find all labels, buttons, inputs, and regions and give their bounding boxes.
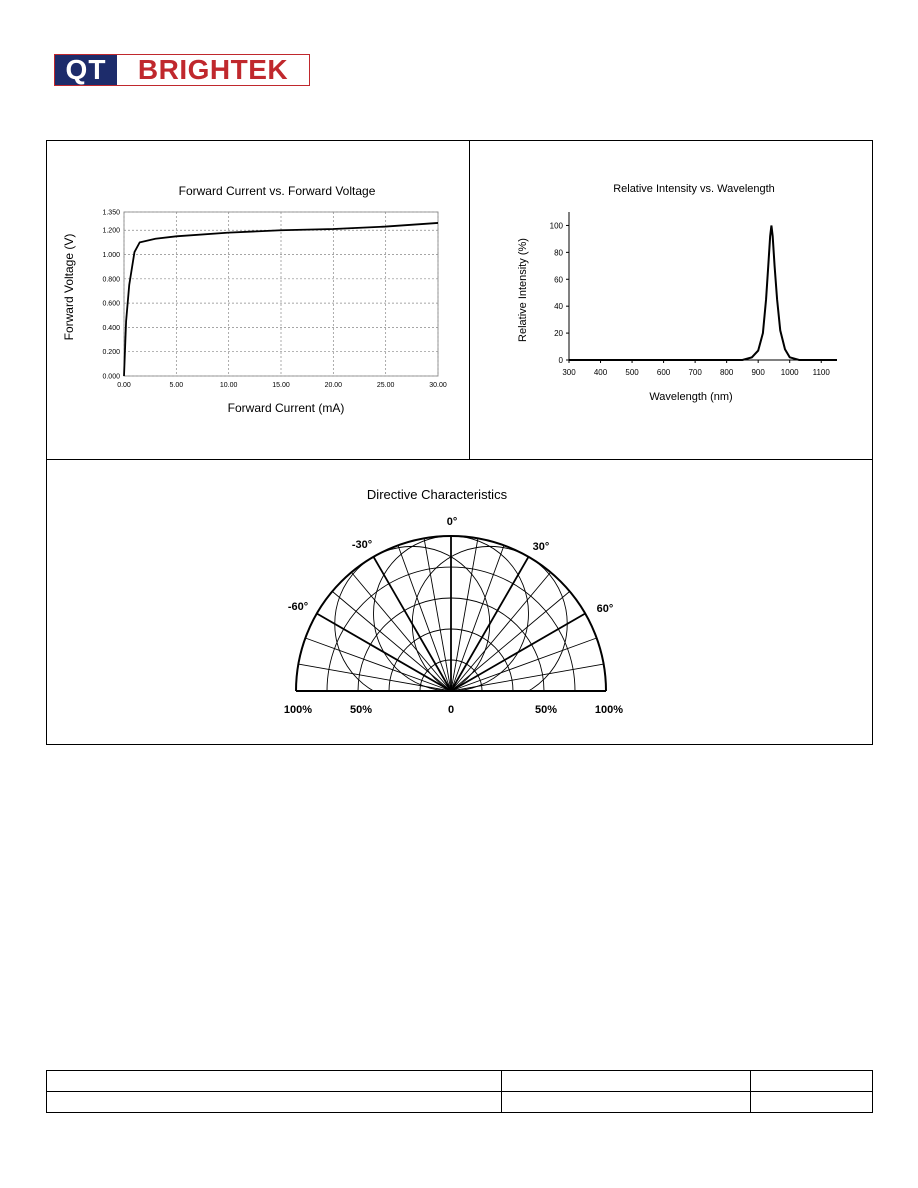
chart2-x-tick-label: 400 <box>593 368 608 377</box>
chart1-x-tick-label: 20.00 <box>324 382 343 389</box>
radial-label-100-right: 100% <box>594 704 624 716</box>
radial-label-50-left: 50% <box>349 704 373 716</box>
chart1-y-tick-label: 1.350 <box>102 209 120 217</box>
chart2-x-tick-label: 500 <box>625 368 639 377</box>
chart2-y-tick-label: 80 <box>554 248 563 258</box>
chart2-x-tick-label: 800 <box>719 368 734 377</box>
chart2-x-tick-label: 900 <box>751 368 765 377</box>
chart1-ylabel: Forward Voltage (V) <box>62 233 76 341</box>
radial-label-100-left: 100% <box>283 704 313 716</box>
chart2-y-tick-label: 20 <box>554 329 563 339</box>
chart1-y-tick-label: 0.800 <box>102 276 120 284</box>
chart2-y-tick-label: 60 <box>554 275 563 285</box>
radial-label-0: 0 <box>447 704 455 716</box>
polar-label-30: 30° <box>532 541 550 553</box>
chart1-y-tick-label: 0.600 <box>102 300 120 308</box>
logo-brightek: BRIGHTEK <box>137 54 289 85</box>
chart2-ylabel: Relative Intensity (%) <box>517 238 529 342</box>
polar-label-60: 60° <box>596 603 614 615</box>
chart3-title: Directive Characteristics <box>366 487 508 502</box>
chart2-title: Relative Intensity vs. Wavelength <box>613 183 775 195</box>
footer-table <box>46 1070 873 1113</box>
footer-cell <box>47 1071 502 1092</box>
polar-label-neg60: -60° <box>287 601 309 613</box>
chart1-x-tick-label: 25.00 <box>376 382 395 389</box>
chart1-x-tick-label: 10.00 <box>219 382 238 389</box>
chart1-x-tick-label: 0.00 <box>117 382 131 389</box>
footer-cell <box>751 1071 873 1092</box>
chart1-y-tick-label: 0.200 <box>102 349 120 357</box>
chart1-x-tick-label: 30.00 <box>429 382 447 389</box>
chart1-y-tick-label: 0.400 <box>102 324 120 332</box>
chart2-x-tick-label: 300 <box>562 368 576 377</box>
chart1-y-tick-label: 1.000 <box>102 252 120 260</box>
chart2-y-tick-label: 40 <box>554 302 563 312</box>
chart2-y-tick-label: 100 <box>549 221 563 231</box>
chart1-y-tick-label: 0.000 <box>102 373 120 381</box>
chart2-x-tick-label: 1000 <box>780 368 799 377</box>
chart2-xlabel: Wavelength (nm) <box>649 391 733 403</box>
chart1-xlabel: Forward Current (mA) <box>227 401 345 415</box>
chart2-x-tick-label: 1100 <box>812 368 830 377</box>
chart1-x-tick-label: 15.00 <box>272 382 290 389</box>
footer-cell <box>751 1092 873 1113</box>
polar-label-0: 0° <box>446 516 458 528</box>
polar-label-neg30: -30° <box>351 539 373 551</box>
footer-cell <box>502 1071 751 1092</box>
chart1-x-tick-label: 5.00 <box>169 382 184 389</box>
logo-qt: QT <box>55 55 117 85</box>
footer-row <box>47 1071 873 1092</box>
footer-row <box>47 1092 873 1113</box>
radial-label-50-right: 50% <box>534 704 558 716</box>
footer-cell <box>502 1092 751 1113</box>
chart1-title: Forward Current vs. Forward Voltage <box>178 184 376 198</box>
chart1-y-tick-label: 1.200 <box>102 227 120 235</box>
footer-cell <box>47 1092 502 1113</box>
chart2-y-tick-label: 0 <box>558 356 563 365</box>
chart2-x-tick-label: 600 <box>656 368 671 377</box>
chart2-x-tick-label: 700 <box>688 368 702 377</box>
